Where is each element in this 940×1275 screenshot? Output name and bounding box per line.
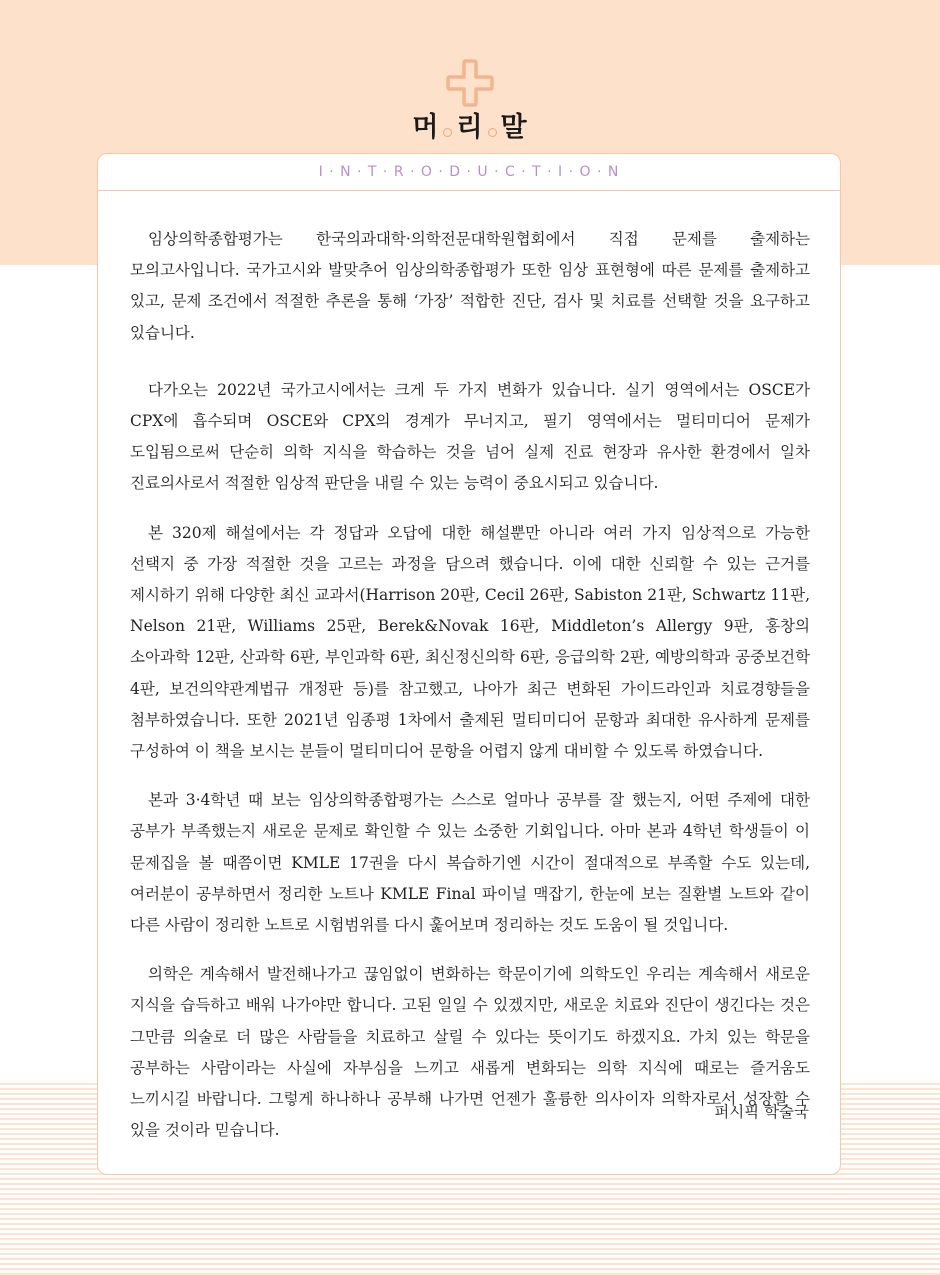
title-part-3: 말	[500, 112, 528, 143]
title-dot-icon	[488, 128, 497, 137]
preface-body	[130, 224, 810, 1164]
paragraph-1: 임상의학종합평가는 한국의과대학·의학전문대학원협회에서 직접 문제를 출제하는 모의고사입니다. 국가고시와 발맞추어 임상의학종합평가 또한 임상 표현형에 따른 문제를 출제하고 있고, 문제 조건에서 적절한 추론을 통해 ‘가장’ 적합한 진단, 검사 및 치료를 선택할 것을 요구하고 있습니다.	[130, 230, 810, 342]
introduction-subtitle: I · N · T · R · O · D · U · C · T · I · O · N	[98, 154, 840, 191]
paragraph-4: 본과 3·4학년 때 보는 임상의학종합평가는 스스로 얼마나 공부를 잘 했는지, 어떤 주제에 대한 공부가 부족했는지 새로운 문제로 확인할 수 있는 소중한 기회입니다. 아마 본과 4학년 학생들이 이 문제집을 볼 때쯤이면 KMLE 17권을 다시 복습하기엔 시간이 절대적으로 부족할 수도 있는데, 여러분이 공부하면서 정리한 노트나 KMLE Final 파이널 맥잡기, 한눈에 보는 질환별 노트와 같이 다른 사람이 정리한 노트로 시험범위를 다시 훑어보며 정리하는 것도 도움이 될 것입니다.	[130, 791, 810, 935]
title-part-1: 머	[412, 112, 440, 143]
title-dot-icon	[443, 128, 452, 137]
title-part-2: 리	[456, 112, 484, 143]
page-title	[0, 110, 940, 146]
paragraph-5: 의학은 계속해서 발전해나가고 끊임없이 변화하는 학문이기에 의학도인 우리는 계속해서 새로운 지식을 습득하고 배워 나가야만 합니다. 고된 일일 수 있겠지만, 새로운 치료와 진단이 생긴다는 것은 그만큼 의술로 더 많은 사람들을 치료하고 살릴 수 있다는 뜻이기도 하겠지요. 가치 있는 학문을 공부하는 사람이라는 사실에 자부심을 느끼고 새롭게 변화되는 의학 지식에 때로는 즐거움도 느끼시길 바랍니다. 그렇게 하나하나 공부해 나가면 언젠가 훌륭한 의사이자 의학자로서 성장할 수 있을 것이라 믿습니다.	[130, 965, 810, 1140]
signature: 퍼시픽 학술국	[714, 1103, 809, 1121]
paragraph-2: 다가오는 2022년 국가고시에서는 크게 두 가지 변화가 있습니다. 실기 영역에서는 OSCE가 CPX에 흡수되며 OSCE와 CPX의 경계가 무너지고, 필기 영역에서는 멀티미디어 문제가 도입됨으로써 단순히 의학 지식을 학습하는 것을 넘어 실제 진료 현장과 유사한 환경에서 일차 진료의사로서 적절한 임상적 판단을 내릴 수 있는 능력이 중요시되고 있습니다.	[130, 380, 810, 493]
paragraph-3: 본 320제 해설에서는 각 정답과 오답에 대한 해설뿐만 아니라 여러 가지 임상적으로 가능한 선택지 중 가장 적절한 것을 고르는 과정을 담으려 했습니다. 이에 대한 신뢰할 수 있는 근거를 제시하기 위해 다양한 최신 교과서(Harrison 20판, Cecil 26판, Sabiston 21판, Schwartz 11판, Nelson 21판, Williams 25판, Berek&Novak 16판, Middleton’s Allergy 9판, 홍창의 소아과학 12판, 산과학 6판, 부인과학 6판, 최신정신의학 6판, 응급의학 2판, 예방의학과 공중보건학 4판, 보건의약관계법규 개정판 등)를 참고했고, 나아가 최근 변화된 가이드라인과 치료경향들을 첨부하였습니다. 또한 2021년 임종평 1차에서 출제된 멀티미디어 문항과 최대한 유사하게 문제를 구성하여 이 책을 보시는 분들이 멀티미디어 문항을 어렵지 않게 대비할 수 있도록 하였습니다.	[130, 523, 810, 761]
medical-cross-icon	[446, 59, 494, 111]
